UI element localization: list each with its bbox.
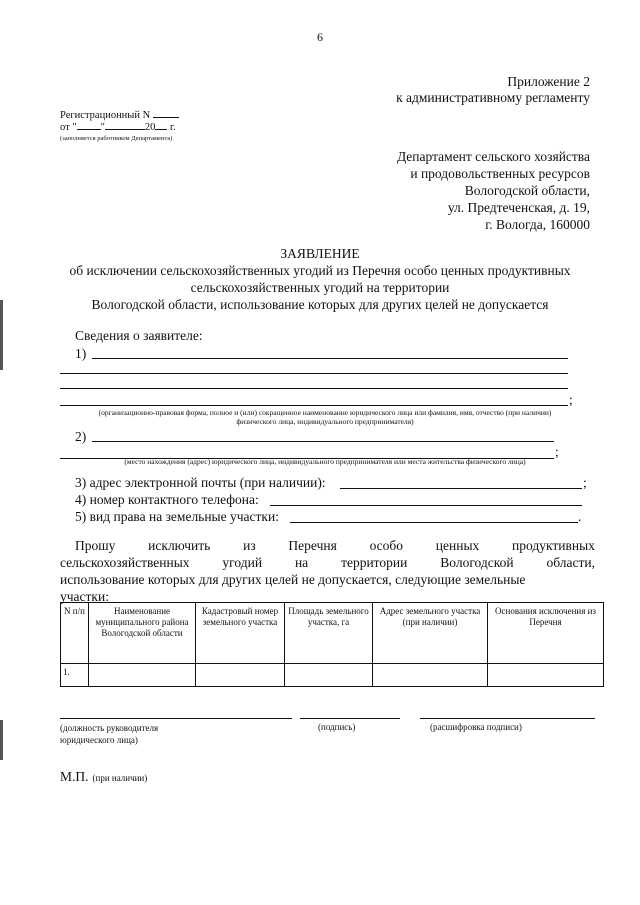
request-line2-word: сельскохозяйственных [60, 555, 190, 570]
table-header-cell: Кадастровый номер земельного участка [196, 603, 285, 664]
stamp-block [60, 768, 147, 786]
applicant-item2-semicolon: ; [555, 444, 559, 459]
request-line2-word: на [294, 555, 309, 570]
applicant-item5: 5) вид права на земельные участки: [75, 509, 279, 524]
recipient-line4: ул. Предтеченская, д. 19, [447, 200, 590, 215]
title-line3: Вологодской области, использование которых для других целей не допускается [91, 297, 549, 312]
table-cell[interactable]: 1. [61, 664, 89, 687]
request-line2-word: Вологодской [440, 555, 514, 570]
page-number: 6 [317, 30, 323, 44]
signature-caption: (подпись) [318, 722, 356, 732]
land-plots-table [60, 602, 604, 687]
request-line1-word: ценных [435, 538, 480, 553]
email-field[interactable] [340, 488, 582, 489]
registration-date-from: от " [60, 122, 77, 133]
request-line4: участки: [60, 589, 109, 604]
table-header-cell: N п/п [61, 603, 89, 664]
decoding-caption: (расшифровка подписи) [430, 722, 522, 732]
request-line3: использование которых для других целей не допускается, следующие земельные [60, 572, 526, 587]
signature-line[interactable] [300, 718, 400, 719]
stamp-label: М.П. [60, 769, 89, 784]
recipient-line3: Вологодской области, [464, 183, 590, 198]
position-caption-line1: (должность руководителя [60, 723, 159, 733]
registration-year: 20 [144, 122, 156, 133]
applicant-hint1-line1: (организационно-правовая форма, полное и (или) сокращенное наименование юридического лица или фамилия, имя, отчество (при наличии) [98, 408, 552, 417]
position-caption-line2: юридического лица) [60, 735, 138, 745]
registration-number-label: Регистрационный N [60, 110, 151, 121]
request-line1-word: исключить [148, 538, 211, 553]
request-line1-word: Прошу [75, 538, 116, 553]
applicant-name-field-line2[interactable] [60, 373, 568, 374]
applicant-name-field[interactable] [92, 358, 568, 359]
request-line1-word: из [243, 538, 256, 553]
decoding-signature-line[interactable] [420, 718, 595, 719]
table-cell[interactable] [488, 664, 604, 687]
request-line1-word: Перечня [288, 538, 337, 553]
land-right-field[interactable] [290, 522, 578, 523]
applicant-hint2: (место нахождения (адрес) юридического лица, индивидуального предпринимателя или места жительства физического лица) [124, 457, 526, 466]
registration-date [60, 122, 176, 133]
title-heading: ЗАЯВЛЕНИЕ [280, 246, 360, 261]
applicant-item2: 2) [75, 429, 87, 444]
recipient-line1: Департамент сельского хозяйства [396, 149, 590, 164]
stamp-note: (при наличии) [92, 773, 148, 783]
request-line2-word: области, [546, 555, 595, 570]
recipient-line2: и продовольственных ресурсов [410, 166, 590, 181]
request-line1-word: продуктивных [512, 538, 595, 553]
title-line2: сельскохозяйственных угодий на территории [190, 280, 450, 295]
appendix-block [396, 74, 590, 106]
applicant-hint1-line2: физического лица, индивидуального предпринимателя) [236, 417, 414, 426]
registration-note: (заполняется работником Департамента) [60, 135, 173, 142]
request-line1 [75, 538, 595, 554]
table-header-cell: Адрес земельного участка (при наличии) [373, 603, 488, 664]
applicant-item1-semicolon: ; [569, 392, 573, 407]
table-header-row [61, 603, 604, 664]
title-line1: об исключении сельскохозяйственных угодий из Перечня особо ценных продуктивных [69, 263, 571, 278]
table-header-cell: Основания исключения из Перечня [488, 603, 604, 664]
applicant-name-field-line4[interactable] [60, 405, 568, 406]
position-signature-line[interactable] [60, 718, 292, 719]
phone-field[interactable] [270, 505, 582, 506]
applicant-address-field[interactable] [92, 441, 554, 442]
request-line2 [60, 555, 595, 571]
recipient-block [397, 148, 590, 233]
table-body [61, 664, 604, 687]
table-cell[interactable] [196, 664, 285, 687]
scan-edge-mark [0, 720, 3, 760]
applicant-item1: 1) [75, 346, 87, 361]
position-caption [60, 722, 158, 746]
applicant-item5-dot: . [578, 509, 582, 524]
applicant-label: Сведения о заявителе: [75, 328, 203, 343]
registration-year-suffix: г. [170, 122, 176, 133]
appendix-line2: к административному регламенту [396, 90, 590, 105]
applicant-item3-semicolon: ; [583, 475, 587, 490]
request-line2-word: территории [341, 555, 408, 570]
table-cell[interactable] [89, 664, 196, 687]
registration-number [60, 110, 179, 121]
table-row [61, 664, 604, 687]
table-cell[interactable] [373, 664, 488, 687]
table-cell[interactable] [285, 664, 373, 687]
table-header-cell: Наименование муниципального района Вологодской области [89, 603, 196, 664]
recipient-line5: г. Вологда, 160000 [485, 217, 590, 232]
document-title [0, 245, 640, 313]
registration-date-quote: " [100, 122, 105, 133]
applicant-name-field-line3[interactable] [60, 388, 568, 389]
applicant-item3: 3) адрес электронной почты (при наличии): [75, 475, 326, 490]
table-header-cell: Площадь земельного участка, га [285, 603, 373, 664]
applicant-item4: 4) номер контактного телефона: [75, 492, 259, 507]
appendix-line1: Приложение 2 [507, 74, 590, 89]
request-line2-word: угодий [222, 555, 263, 570]
request-line1-word: особо [369, 538, 404, 553]
